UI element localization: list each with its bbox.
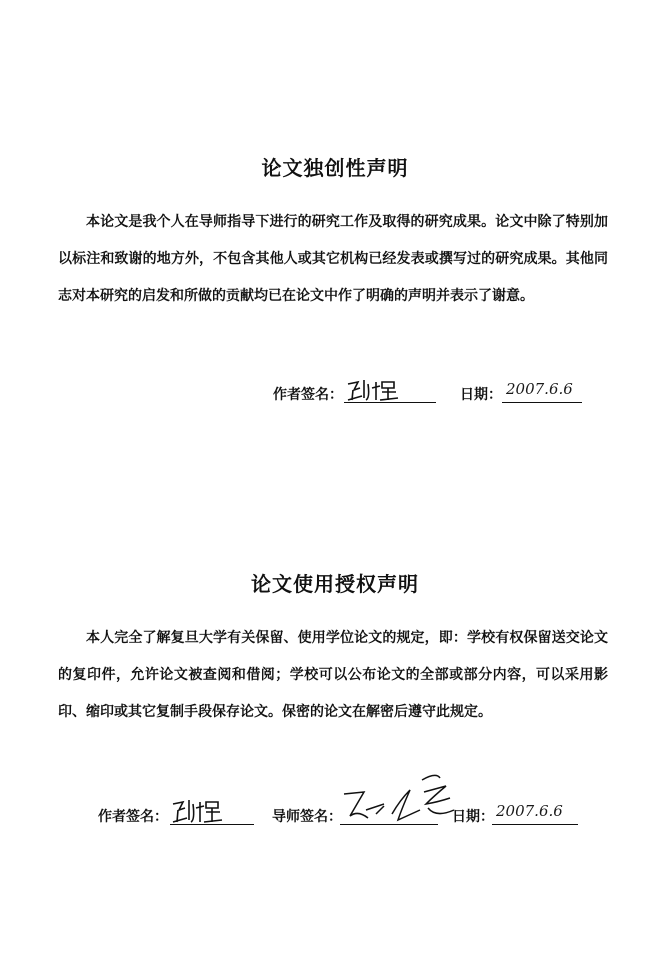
author-signature-2 — [170, 796, 228, 826]
advisor-signature-line — [340, 824, 438, 825]
date-line-2 — [492, 824, 578, 825]
advisor-signature — [340, 770, 460, 826]
originality-statement-paragraph: 本论文是我个人在导师指导下进行的研究工作及取得的研究成果。论文中除了特别加以标注和致谢的地方外，不包含其他人或其它机构已经发表或撰写过的研究成果。其他同志对本研究的启发和所做的贡献均已在论文中作了明确的声明并表示了谢意。 — [58, 214, 608, 304]
author-signature-line-1 — [344, 402, 436, 403]
author-signature-line-2 — [170, 824, 254, 825]
date-value-2: 2007.6.6 — [496, 802, 563, 820]
advisor-signature-label: 导师签名： — [272, 809, 342, 825]
date-label-2: 日期： — [452, 809, 494, 825]
authorization-statement-paragraph: 本人完全了解复旦大学有关保留、使用学位论文的规定，即：学校有权保留送交论文的复印件，允许论文被查阅和借阅；学校可以公布论文的全部或部分内容，可以采用影印、缩印或其它复制手段保存论文。保密的论文在解密后遵守此规定。 — [58, 630, 608, 720]
authorization-statement-title: 论文使用授权声明 — [251, 572, 419, 596]
author-signature-label-2: 作者签名： — [98, 809, 168, 825]
date-value-1: 2007.6.6 — [506, 380, 573, 398]
date-label-1: 日期： — [460, 387, 502, 403]
date-line-1 — [502, 402, 582, 403]
author-signature-label-1: 作者签名： — [273, 387, 343, 403]
originality-statement-title: 论文独创性声明 — [261, 156, 409, 180]
author-signature-1 — [344, 376, 406, 404]
